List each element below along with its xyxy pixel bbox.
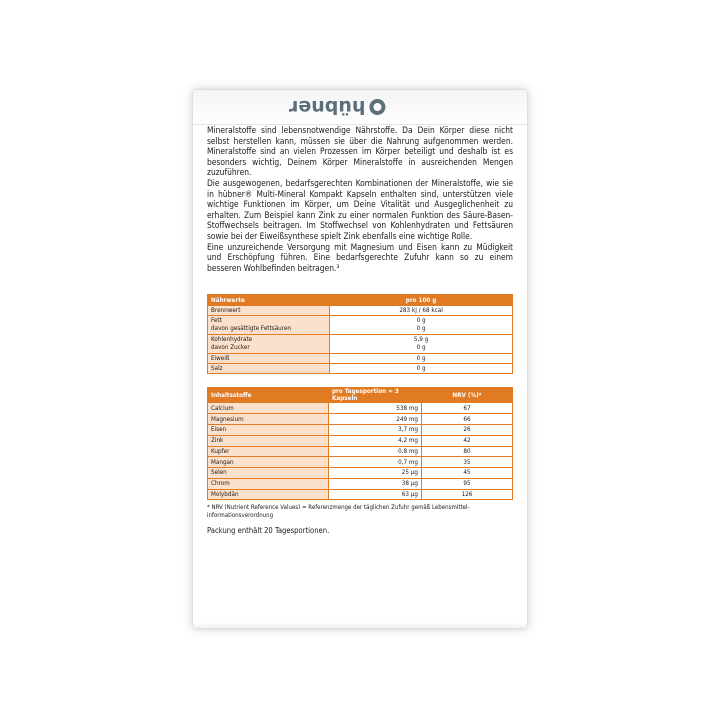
ingredient-row (208, 468, 513, 479)
intro-paragraph-3: Eine unzureichende Versorgung mit Magnesium und Eisen kann zu Müdigkeit und Erschöpfung führen. Eine bedarfsgerechte Zufuhr kann so zu einem besseren Wohlbefinden beitragen.³ (207, 241, 513, 273)
nutrition-label: Eiweiß (208, 354, 330, 364)
nrv-footnote: * NRV (Nutrient Reference Values) = Referenzmenge der täglichen Zufuhr gemäß Lebensmittel-informationsverordnung (207, 504, 470, 520)
ingredient-amount: 25 µg (329, 468, 422, 479)
nutrition-value: 0 g (330, 364, 513, 374)
nutrition-label (208, 335, 330, 354)
box-bottom-edge (193, 622, 527, 628)
nutrition-sub-value: 0 g (416, 325, 426, 333)
nutrition-value: 0 g (330, 354, 513, 364)
box-top-flap (193, 90, 527, 125)
intro-paragraph-2: Die ausgewogenen, bedarfsgerechten Kombinationen der Mineralstoffe, wie sie in hübner® Multi-Mineral Kompakt Kapseln enthalten sind, unterstützen viele wichtige Funktionen im Körper, um Deine Vitalität und Ausgeglichenheit zu erhalten. Zum Beispiel kann Zink zu einer normalen Funktion des Säure-Basen-Stoffwechsels beitragen. Im Stoffwechsel von Kohlenhydraten und Fettsäuren sowie bei der Eiweißsynthese spielt Zink ebenfalls eine wichtige Rolle. (207, 177, 513, 241)
ingredients-header-amount: pro Tagesportion = 3 Kapseln (329, 388, 422, 403)
ingredient-nrv: 126 (422, 489, 513, 500)
ingredient-row (208, 403, 513, 414)
nutrition-main-label: Kohlenhydrate (211, 336, 253, 344)
ingredient-amount: 4,2 mg (329, 435, 422, 446)
ingredient-nrv: 45 (422, 468, 513, 479)
ingredients-header-nrv: NRV (%)* (422, 388, 513, 403)
nutrition-value (330, 335, 513, 354)
nutrition-label: Salz (208, 364, 330, 374)
brand-name: hübner (289, 96, 366, 118)
nutrition-row-salt (208, 364, 513, 374)
nutrition-header-row (208, 295, 513, 306)
intro-paragraph-1: Mineralstoffe sind lebensnotwendige Nährstoffe. Da Dein Körper diese nicht selbst herstellen kann, müssen sie über die Nahrung aufgenommen werden. Mineralstoffe sind an vielen Prozessen im Körper beteiligt und deshalb ist es besonders wichtig, Deinem Körper Mineralstoffe in ausreichenden Mengen zuzuführen. (207, 125, 513, 178)
nutrition-row-carbs (208, 335, 513, 354)
package-note: Packung enthält 20 Tagesportionen. (207, 526, 330, 536)
ingredient-row (208, 435, 513, 446)
nutrition-row-fat (208, 316, 513, 335)
nutrition-sub-value: 0 g (416, 344, 426, 352)
nutrition-label: Brennwert (208, 306, 330, 316)
ingredient-name: Molybdän (208, 489, 329, 500)
nutrition-row-protein (208, 354, 513, 364)
ingredient-name: Magnesium (208, 414, 329, 425)
nutrition-label (208, 316, 330, 335)
ingredient-amount: 63 µg (329, 489, 422, 500)
nutrition-header-unit: pro 100 g (330, 295, 513, 306)
nutrition-main-label: Fett (211, 317, 222, 325)
ingredient-amount: 538 mg (329, 403, 422, 414)
ingredient-row (208, 489, 513, 500)
intro-text (207, 125, 513, 273)
nutrition-row-energy (208, 306, 513, 316)
ingredient-nrv: 66 (422, 414, 513, 425)
ingredients-table (207, 387, 513, 500)
ingredient-row (208, 424, 513, 435)
ingredients-header-name: Inhaltsstoffe (208, 388, 329, 403)
nutrition-value (330, 316, 513, 335)
ingredient-amount: 3,7 mg (329, 424, 422, 435)
brand-logo (289, 96, 385, 118)
ingredient-name: Calcium (208, 403, 329, 414)
nutrition-sub-label: davon gesättigte Fettsäuren (211, 325, 292, 333)
ingredient-amount: 0,7 mg (329, 457, 422, 468)
ingredient-name: Zink (208, 435, 329, 446)
ingredient-name: Mangan (208, 457, 329, 468)
logo-circle-icon (369, 99, 385, 115)
nutrition-sub-label: davon Zucker (211, 344, 250, 352)
ingredient-row (208, 478, 513, 489)
ingredients-header-row (208, 388, 513, 403)
ingredient-nrv: 35 (422, 457, 513, 468)
ingredient-amount: 38 µg (329, 478, 422, 489)
ingredients-rows (208, 403, 513, 500)
nutrition-table (207, 294, 513, 374)
ingredient-amount: 0,8 mg (329, 446, 422, 457)
product-box (193, 90, 527, 628)
ingredient-amount: 249 mg (329, 414, 422, 425)
ingredient-nrv: 67 (422, 403, 513, 414)
ingredient-nrv: 26 (422, 424, 513, 435)
ingredient-name: Kupfer (208, 446, 329, 457)
nutrition-main-value: 5,9 g (413, 336, 429, 344)
label-content (207, 125, 513, 535)
ingredient-row (208, 446, 513, 457)
nutrition-value: 283 kJ / 68 kcal (330, 306, 513, 316)
nutrition-main-value: 0 g (416, 317, 426, 325)
ingredient-row (208, 414, 513, 425)
ingredient-name: Eisen (208, 424, 329, 435)
ingredient-nrv: 42 (422, 435, 513, 446)
ingredient-name: Chrom (208, 478, 329, 489)
ingredient-row (208, 457, 513, 468)
ingredient-nrv: 80 (422, 446, 513, 457)
ingredient-name: Selen (208, 468, 329, 479)
ingredient-nrv: 95 (422, 478, 513, 489)
nutrition-header-label: Nährwerte (208, 295, 330, 306)
